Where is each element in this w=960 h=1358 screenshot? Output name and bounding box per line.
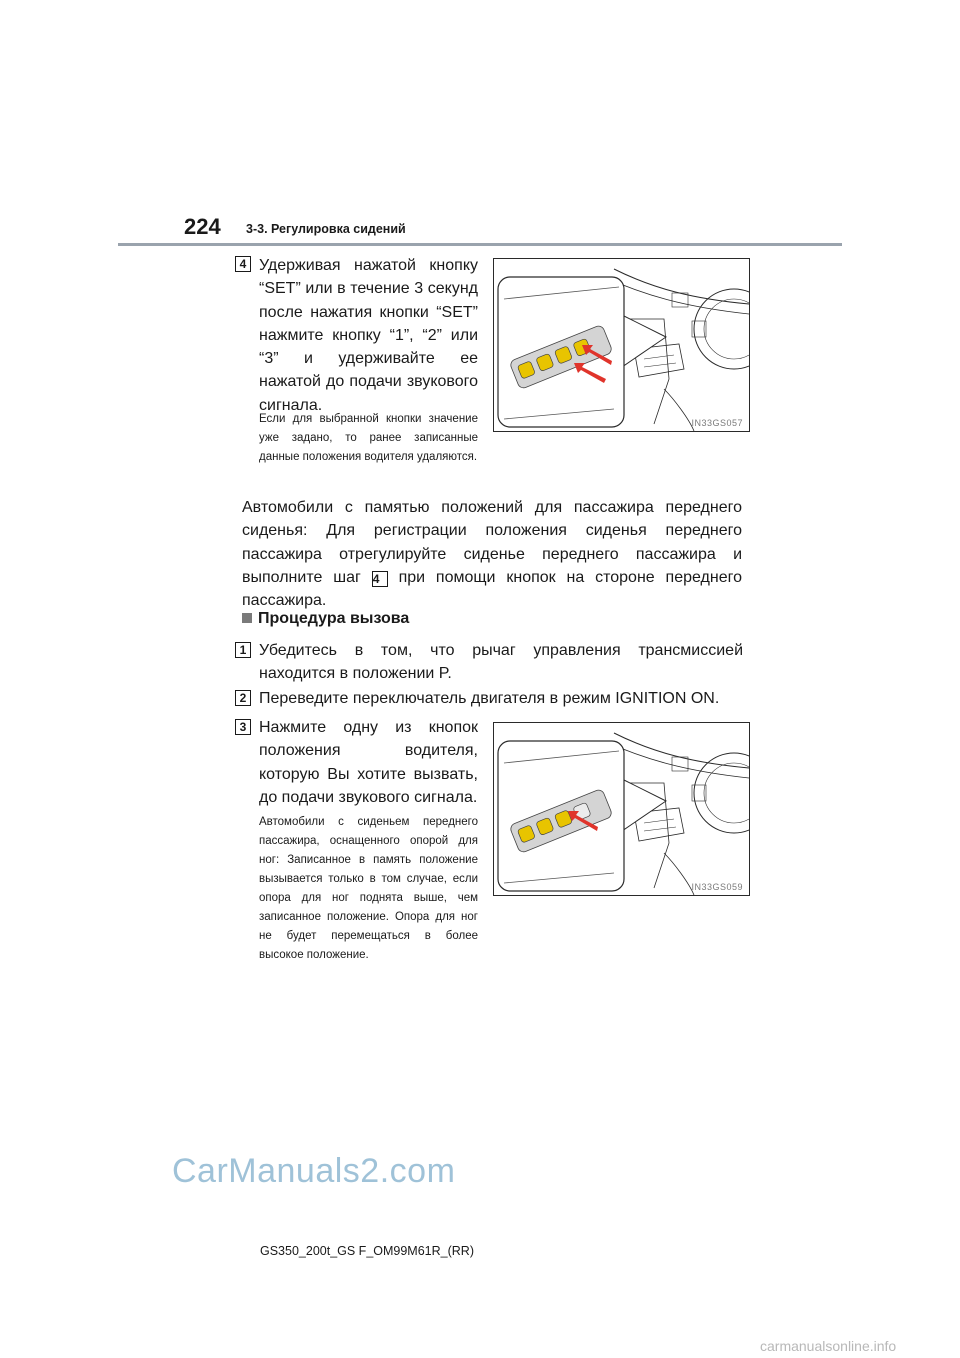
site-watermark: carmanualsonline.info bbox=[760, 1338, 897, 1354]
figure-code: IN33GS057 bbox=[691, 418, 743, 428]
figure-recall-button-illustration bbox=[494, 723, 749, 895]
page-number: 224 bbox=[184, 214, 221, 239]
step-number-3: 3 bbox=[235, 719, 251, 735]
step2-text: Переведите переключатель двигателя в режим IGNITION ON. bbox=[259, 690, 720, 707]
watermark-logo: CarManuals2.com bbox=[172, 1152, 456, 1190]
figure-set-button bbox=[493, 258, 750, 432]
recall-heading: Процедура вызова bbox=[242, 610, 409, 628]
section-title: 3-3. Регулировка сидений bbox=[246, 222, 406, 236]
figure-code: IN33GS059 bbox=[691, 882, 743, 892]
header-rule bbox=[118, 243, 842, 246]
figure-set-button-illustration bbox=[494, 259, 749, 431]
step-ref-4: 4 bbox=[372, 571, 388, 587]
step-number-1: 1 bbox=[235, 642, 251, 658]
passenger-text-before: Автомобили с памятью положений для пассажира переднего сиденья: Для регистрации положения сиденья переднего пассажира отрегулируйте сиденье переднего пассажира и выполните шаг bbox=[242, 499, 742, 586]
figure-recall-button bbox=[493, 722, 750, 896]
step-number-4: 4 bbox=[235, 256, 251, 272]
step4-note: Если для выбранной кнопки значение уже задано, то ранее записанные данные положения водителя удаляются. bbox=[259, 413, 478, 463]
passenger-paragraph bbox=[242, 496, 742, 612]
heading-square-icon bbox=[242, 613, 252, 623]
step3-note: Автомобили с сиденьем переднего пассажира, оснащенного опорой для ног: Записанное в память положение вызывается только в том случае, если опора для ног поднята выше, чем записанное положение. Опора для ног не будет перемещаться в более высокое положение. bbox=[259, 816, 478, 961]
step3-text: Нажмите одну из кнопок положения водителя, которую Вы хотите вызвать, до подачи звукового сигнала. bbox=[259, 719, 478, 806]
step4-text: Удерживая нажатой кнопку “SET” или в течение 3 секунд после нажатия кнопки “SET” нажмите кнопку “1”, “2” или “3” и удерживайте ее нажатой до подачи звукового сигнала. bbox=[259, 257, 478, 414]
step-number-2: 2 bbox=[235, 690, 251, 706]
document-id: GS350_200t_GS F_OM99M61R_(RR) bbox=[260, 1244, 474, 1258]
step1-text: Убедитесь в том, что рычаг управления трансмиссией находится в положении P. bbox=[259, 642, 743, 683]
passenger-text-after: при помощи кнопок на стороне переднего пассажира. bbox=[242, 568, 743, 610]
